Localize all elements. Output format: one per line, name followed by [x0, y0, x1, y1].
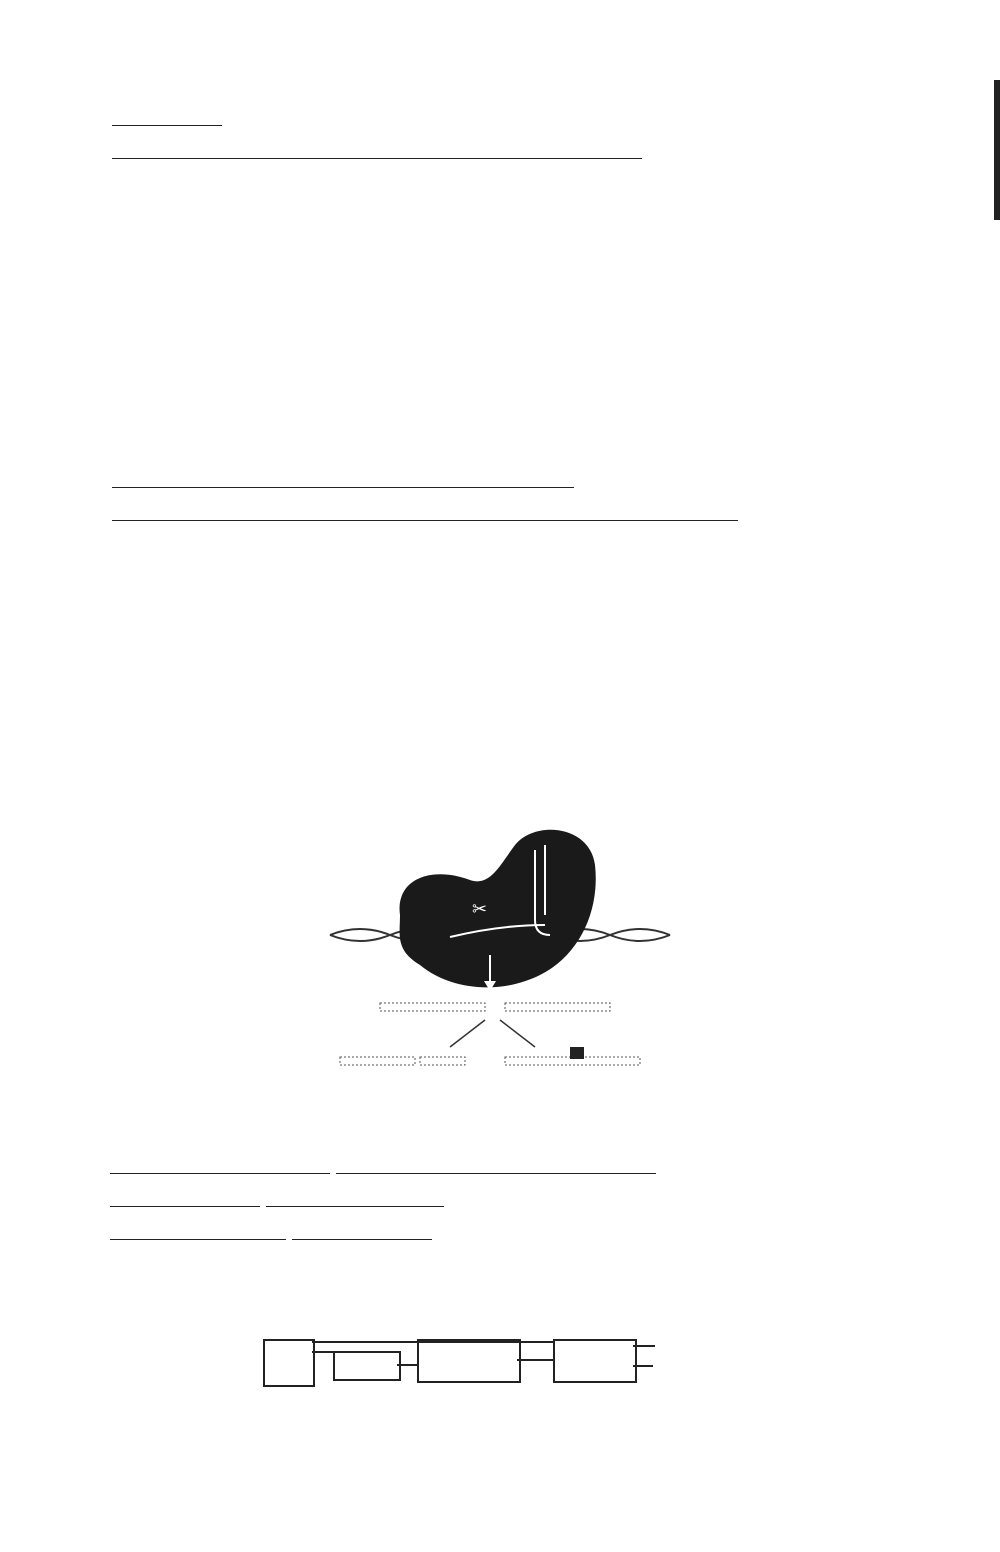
scissors-icon: ✂: [472, 899, 488, 920]
question-21-subparts: [110, 1148, 656, 1247]
answer-blank-protein-role[interactable]: [112, 498, 738, 521]
question-20-part3: [82, 462, 738, 528]
answer-blank-analogy[interactable]: [110, 1184, 260, 1207]
answer-blank-step-one[interactable]: [110, 1217, 286, 1240]
answer-blank-step-two[interactable]: [292, 1217, 432, 1240]
arrow-line: [312, 1351, 333, 1353]
cas9-protein-shape: [400, 830, 596, 988]
crispr-diagram: [300, 825, 760, 1125]
answer-blank-promote-inhibit[interactable]: [112, 103, 222, 126]
answer-blank-design-basis[interactable]: [110, 1151, 330, 1174]
box-mrna: [333, 1351, 401, 1381]
box-amino-acid: [417, 1339, 521, 1383]
flow-diagram: [255, 1335, 735, 1395]
answer-blank-significance[interactable]: [266, 1184, 444, 1207]
answer-blank-purpose[interactable]: [336, 1151, 656, 1174]
question-20-part2: [82, 100, 642, 166]
answer-blank-mechanism[interactable]: [112, 136, 642, 159]
bar-charts-figure: [60, 200, 960, 462]
answer-blank-expression[interactable]: [112, 465, 574, 488]
box-protein: [553, 1339, 637, 1383]
page-edge-mark: [994, 80, 1000, 220]
box-step-two: [263, 1339, 315, 1387]
